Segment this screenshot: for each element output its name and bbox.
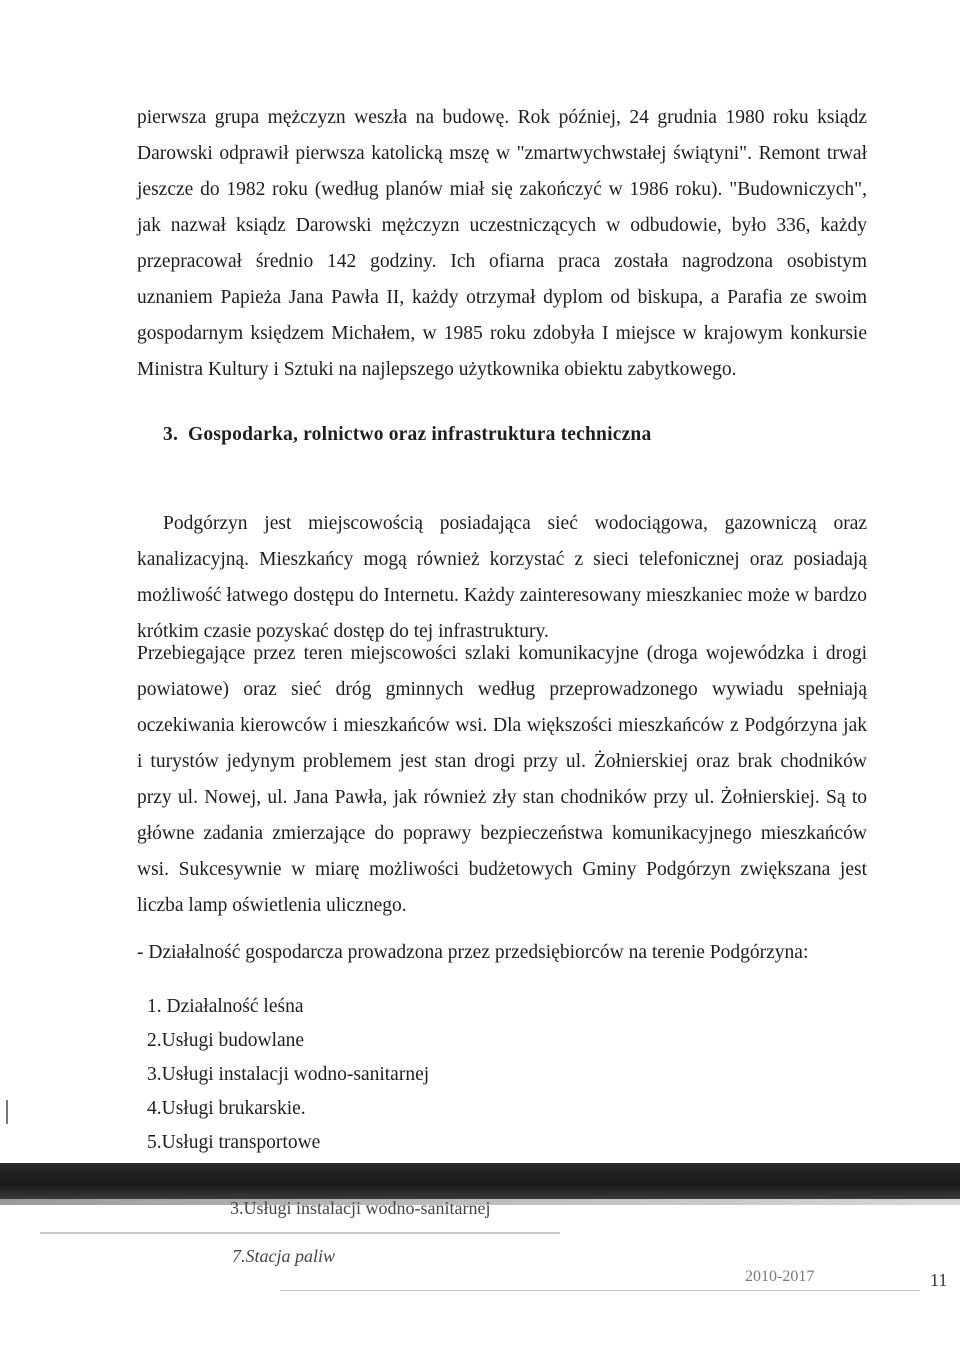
scanner-dark-band xyxy=(0,1163,960,1199)
list-item: 1. Działalność leśna xyxy=(147,996,304,1017)
list-item: 5.Usługi transportowe xyxy=(147,1132,321,1153)
scan-smudge xyxy=(40,1232,560,1234)
infrastructure-paragraph: Podgórzyn jest miejscowością posiadająca sieć wodociągowa, gazowniczą oraz kanalizacyjną. Mieszkańcy mogą również korzystać z sieci telefonicznej oraz posiadają możliwość łatwego dostępu do Internetu. Każdy zainteresowany mieszkaniec może w bardzo krótkim czasie pozyskać dostęp do tej infrastruktury. xyxy=(137,513,867,642)
page-number: 11 xyxy=(930,1270,948,1290)
section-heading xyxy=(163,424,651,446)
scan-edge-mark xyxy=(6,1100,8,1124)
list-item: 3.Usługi instalacji wodno-sanitarnej xyxy=(147,1064,430,1085)
section-title: Gospodarka, rolnictwo oraz infrastruktura techniczna xyxy=(188,424,652,445)
footer-rule xyxy=(280,1290,920,1291)
list-item: 2.Usługi budowlane xyxy=(147,1030,305,1051)
bleed-through-line: 7.Stacja paliw xyxy=(232,1246,335,1266)
services-list xyxy=(147,990,429,1160)
footer-years: 2010-2017 xyxy=(745,1268,815,1285)
roads-paragraph: Przebiegające przez teren miejscowości szlaki komunikacyjne (droga wojewódzka i drogi powiatowe) oraz sieć dróg gminnych według przeprowadzonego wywiadu spełniają oczekiwania kierowców i mieszkańców wsi. Dla większości mieszkańców z Podgórzyna jak i turystów jedynym problemem jest stan drogi przy ul. Żołnierskiej oraz brak chodników przy ul. Nowej, ul. Jana Pawła, jak również zły stan chodników przy ul. Żołnierskiej. Są to główne zadania zmierzające do poprawy bezpieczeństwa komunikacyjnego mieszkańców wsi. Sukcesywnie w miarę możliwości budżetowych Gminy Podgórzyn zwiększana jest liczba lamp oświetlenia ulicznego. xyxy=(137,643,867,916)
section-number: 3. xyxy=(163,424,179,445)
list-item: 4.Usługi brukarskie. xyxy=(147,1098,306,1119)
bleed-through-line: 3.Usługi instalacji wodno-sanitarnej xyxy=(230,1198,491,1218)
intro-paragraph: pierwsza grupa mężczyzn weszła na budowę. Rok później, 24 grudnia 1980 roku ksiądz Darowski odprawił pierwsza katolicką mszę w "zmartwychwstałej świątyni". Remont trwał jeszcze do 1982 roku (według planów miał się zakończyć w 1986 roku). "Budowniczych", jak nazwał ksiądz Darowski mężczyzn uczestniczących w odbudowie, było 336, każdy przepracował średnio 142 godziny. Ich ofiarna praca została nagrodzona osobistym uznaniem Papieża Jana Pawła II, każdy otrzymał dyplom od biskupa, a Parafia ze swoim gospodarnym księdzem Michałem, w 1985 roku zdobyła I miejsce w krajowym konkursie Ministra Kultury i Sztuki na najlepszego użytkownika obiektu zabytkowego. xyxy=(137,107,867,380)
business-activity-intro: - Działalność gospodarcza prowadzona przez przedsiębiorców na terenie Podgórzyna: xyxy=(137,942,809,963)
